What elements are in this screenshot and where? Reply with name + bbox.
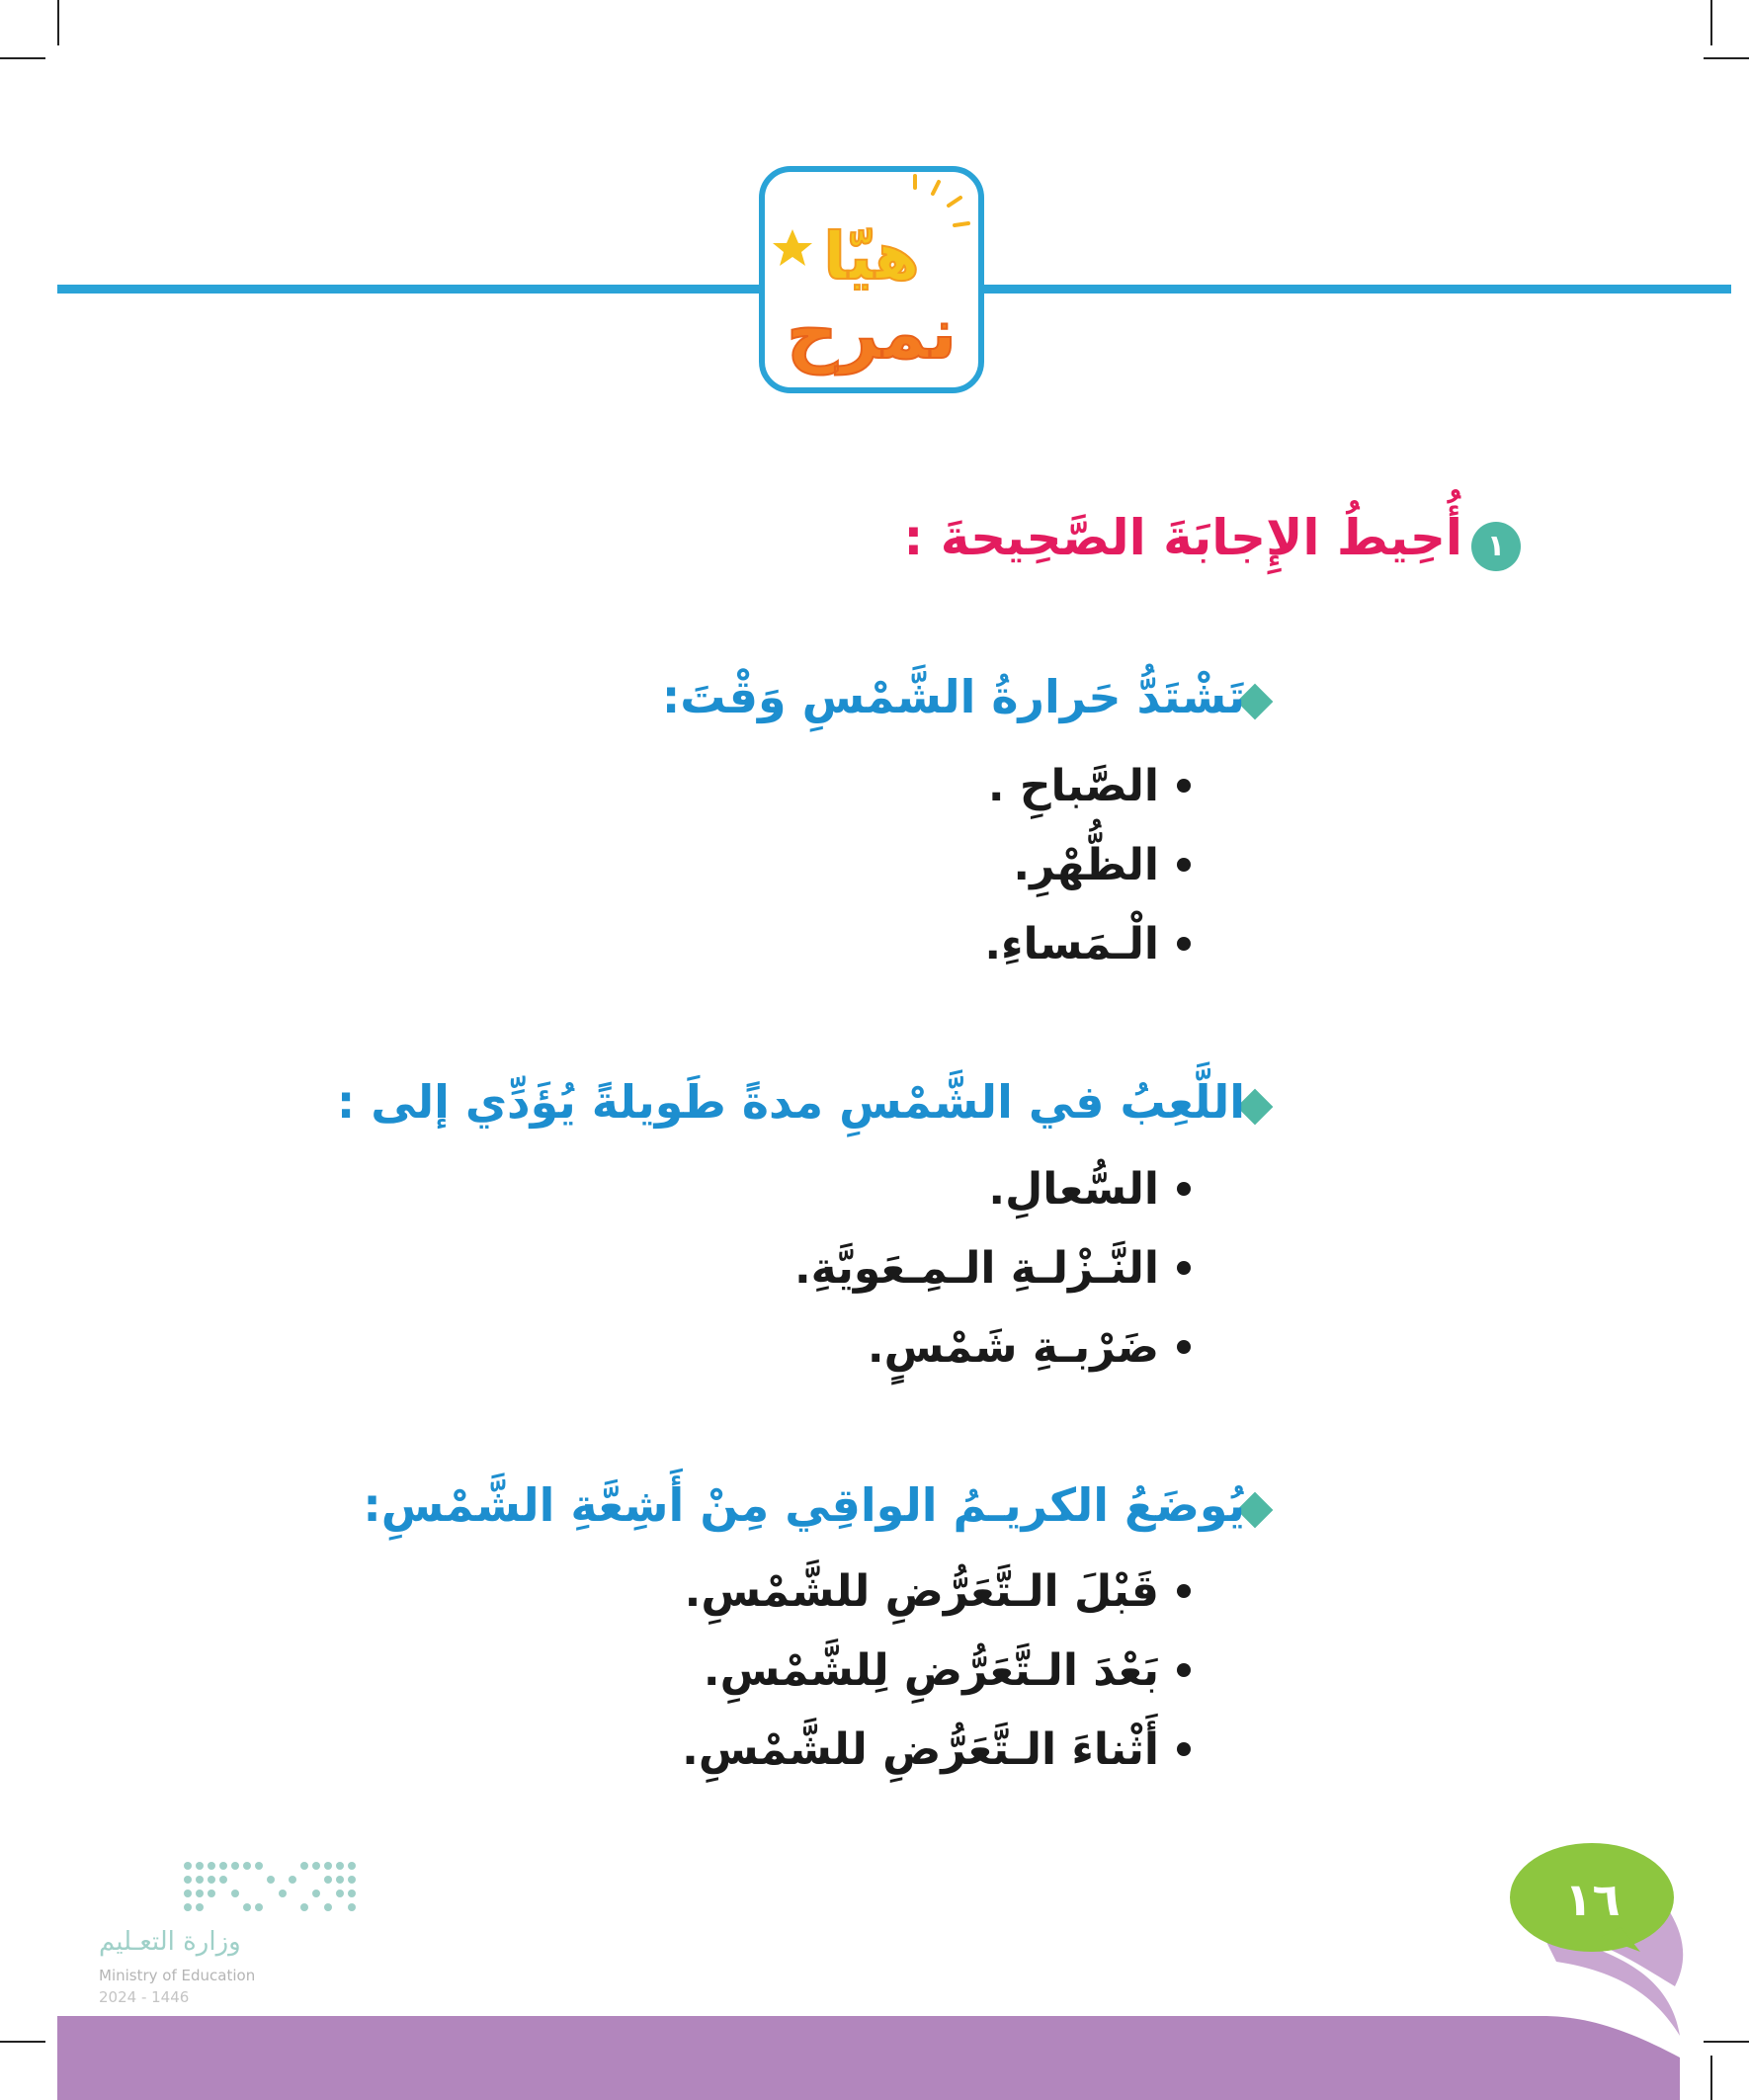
activity-title: أُحِيطُ الإِجابَةَ الصَّحِيحةَ : xyxy=(903,509,1462,566)
question-1: تَشْتَدُّ حَرارةُ الشَّمْسِ وَقْتَ: xyxy=(661,670,1245,723)
option-text: النَّـزْلـةِ الـمِـعَويَّةِ. xyxy=(793,1242,1159,1294)
option-text: الصَّباحِ . xyxy=(987,760,1159,811)
option-text: الْـمَساءِ. xyxy=(984,918,1159,969)
option-text: قَبْلَ الـتَّعَرُّضِ للشَّمْسِ. xyxy=(684,1565,1159,1617)
option-text: السُّعالِ. xyxy=(988,1163,1159,1215)
option-text: الظُّهْرِ. xyxy=(1013,839,1159,890)
question-2: اللَّعِبُ في الشَّمْسِ مدةً طَويلةً يُؤَدِّي إلى : xyxy=(336,1075,1245,1129)
ministry-year: 2024 - 1446 xyxy=(99,1988,190,2006)
page-number: ١٦ xyxy=(1564,1873,1621,1926)
logo-line1: هيّا xyxy=(823,218,920,294)
option-text: بَعْدَ الـتَّعَرُّضِ لِلشَّمْسِ. xyxy=(703,1644,1159,1696)
activity-number-badge: ١ xyxy=(1471,522,1521,571)
ministry-name-english: Ministry of Education xyxy=(99,1967,256,1984)
option-text: ضَرْبـةِ شَمْسٍ. xyxy=(867,1321,1159,1373)
ministry-logo-dots-icon xyxy=(99,1858,356,1927)
ministry-name-arabic: وزارة التعـليم xyxy=(99,1927,241,1957)
logo-line2: نمرح xyxy=(787,292,957,375)
question-3: يُوضَعُ الكريـمُ الواقِي مِنْ أَشِعَّةِ الشَّمْسِ: xyxy=(363,1478,1245,1532)
option-text: أَثْناءَ الـتَّعَرُّضِ للشَّمْسِ. xyxy=(682,1723,1159,1775)
